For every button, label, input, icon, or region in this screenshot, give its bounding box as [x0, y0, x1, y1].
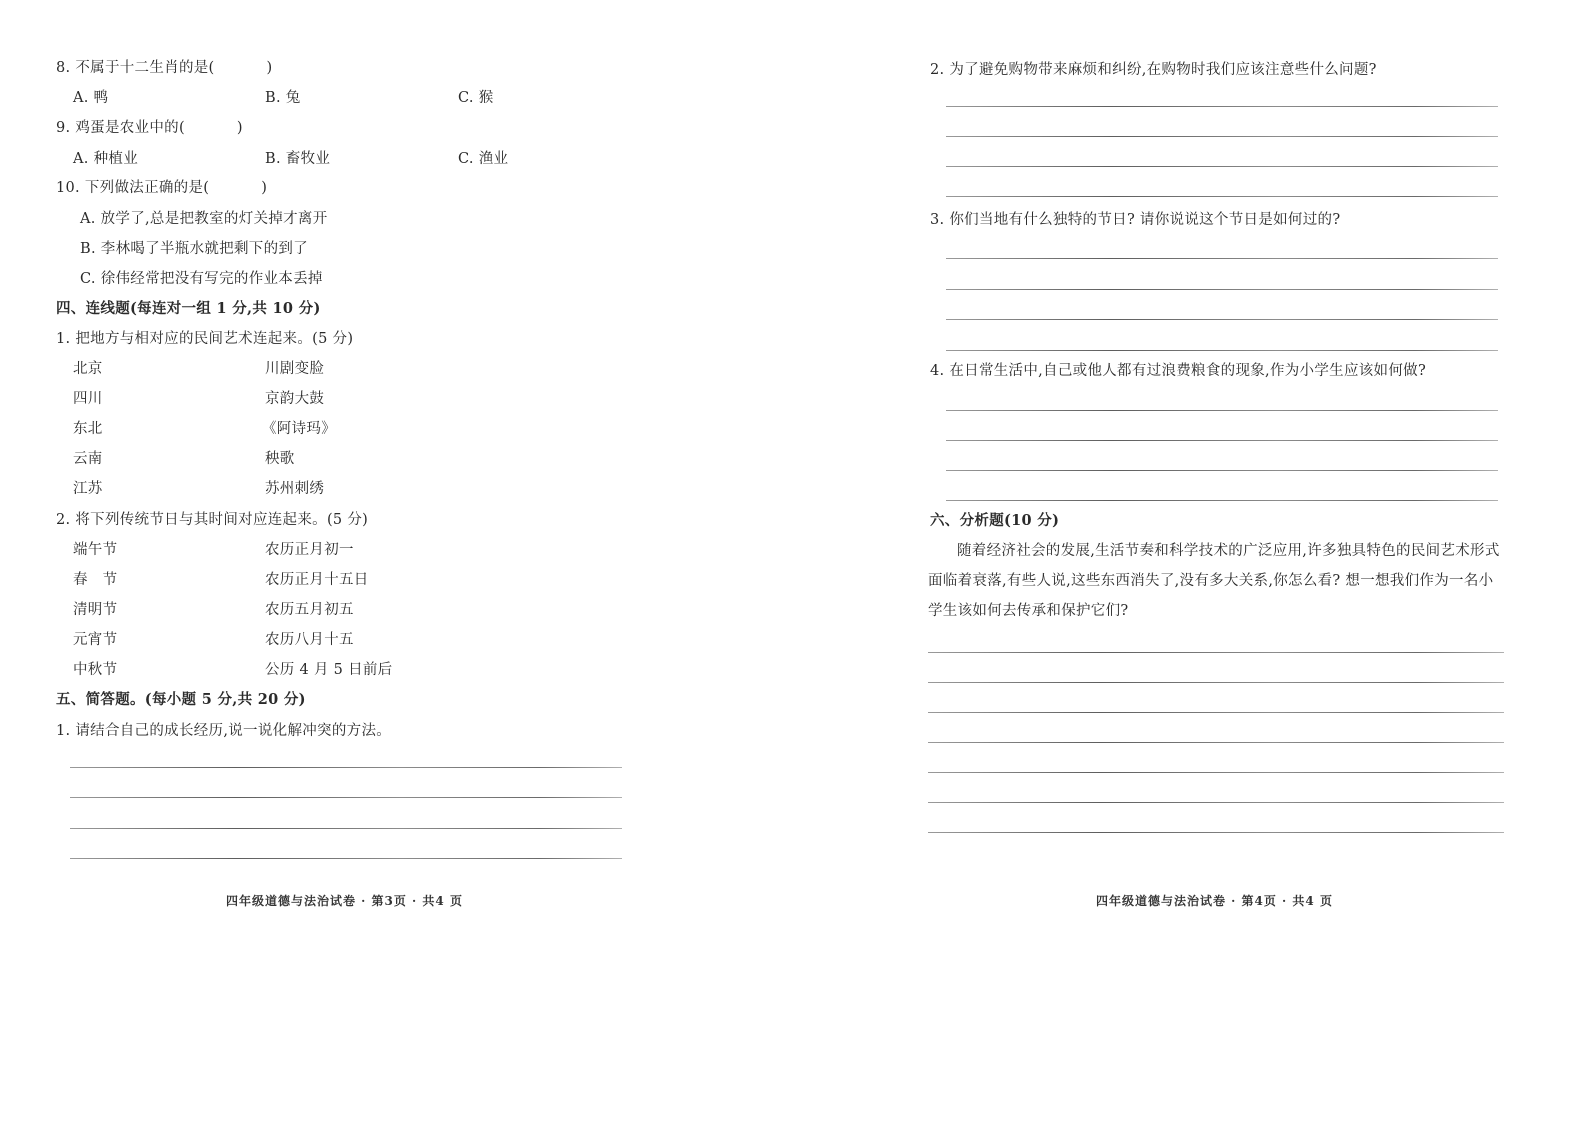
match-right-item[interactable]: 《阿诗玛》 [262, 421, 336, 437]
match-right-item[interactable]: 川剧变脸 [265, 361, 325, 377]
option-8b: B. 兔 [265, 90, 301, 106]
option-10a: A. 放学了,总是把教室的灯关掉才离开 [80, 211, 328, 227]
answer-line[interactable] [928, 802, 1504, 803]
match-right-item[interactable]: 农历五月初五 [265, 602, 354, 618]
match-right-item[interactable]: 农历正月初一 [265, 542, 354, 558]
match-right-item[interactable]: 苏州刺绣 [265, 481, 325, 497]
section-4-heading: 四、连线题(每连对一组 1 分,共 10 分) [56, 300, 321, 317]
match-right-item[interactable]: 京韵大鼓 [265, 391, 325, 407]
analysis-passage: 随着经济社会的发展,生活节奏和科学技术的广泛应用,许多独具特色的民间艺术形式面临着衰落,有些人说,这些东西消失了,没有多大关系,你怎么看? 想一想我们作为一名小学生该如何去传承和保护它们? [928, 543, 1500, 619]
answer-line[interactable] [946, 196, 1498, 197]
answer-line[interactable] [928, 712, 1504, 713]
match-left-item[interactable]: 东北 [73, 421, 103, 437]
answer-line[interactable] [928, 772, 1504, 773]
answer-line[interactable] [928, 742, 1504, 743]
short-answer-q2: 2. 为了避免购物带来麻烦和纠纷,在购物时我们应该注意些什么问题? [930, 62, 1377, 78]
option-8a: A. 鸭 [73, 90, 109, 106]
paren-close: ) [236, 120, 243, 136]
answer-line[interactable] [946, 319, 1498, 320]
paren-close: ) [266, 60, 273, 76]
answer-line[interactable] [70, 797, 622, 798]
option-9a: A. 种植业 [73, 151, 138, 167]
match-left-item[interactable]: 北京 [73, 361, 103, 377]
match-left-item[interactable]: 元宵节 [73, 632, 118, 648]
question-stem: 8. 不属于十二生肖的是( [56, 60, 215, 76]
match-left-item[interactable]: 清明节 [73, 602, 118, 618]
answer-line[interactable] [946, 500, 1498, 501]
match-right-item[interactable]: 农历正月十五日 [265, 572, 369, 588]
answer-line[interactable] [946, 470, 1498, 471]
answer-line[interactable] [946, 410, 1498, 411]
short-answer-q1: 1. 请结合自己的成长经历,说一说化解冲突的方法。 [56, 723, 392, 739]
matching-q1-prompt: 1. 把地方与相对应的民间艺术连起来。(5 分) [56, 331, 354, 347]
option-10b: B. 李林喝了半瓶水就把剩下的到了 [80, 241, 308, 257]
answer-line[interactable] [70, 828, 622, 829]
question-8 [56, 59, 272, 77]
answer-line[interactable] [946, 258, 1498, 259]
answer-line[interactable] [946, 440, 1498, 441]
section-5-heading: 五、简答题。(每小题 5 分,共 20 分) [56, 691, 306, 708]
answer-line[interactable] [946, 350, 1498, 351]
match-left-item[interactable]: 江苏 [73, 481, 103, 497]
short-answer-q4: 4. 在日常生活中,自己或他人都有过浪费粮食的现象,作为小学生应该如何做? [930, 363, 1427, 379]
match-left-item[interactable]: 云南 [73, 451, 103, 467]
question-9 [56, 119, 243, 137]
page-footer: 四年级道德与法治试卷 · 第3页 · 共4 页 [226, 894, 463, 908]
match-left-item[interactable]: 四川 [73, 391, 103, 407]
question-10 [56, 179, 267, 197]
answer-line[interactable] [928, 682, 1504, 683]
paren-close: ) [261, 180, 268, 196]
match-left-item[interactable]: 春 节 [73, 572, 118, 588]
option-9b: B. 畜牧业 [265, 151, 331, 167]
answer-line[interactable] [70, 767, 622, 768]
match-right-item[interactable]: 秧歌 [265, 451, 295, 467]
answer-line[interactable] [946, 289, 1498, 290]
match-right-item[interactable]: 农历八月十五 [265, 632, 354, 648]
answer-line[interactable] [928, 652, 1504, 653]
answer-line[interactable] [946, 136, 1498, 137]
section-6-heading: 六、分析题(10 分) [930, 512, 1060, 529]
matching-q2-prompt: 2. 将下列传统节日与其时间对应连起来。(5 分) [56, 512, 369, 528]
option-9c: C. 渔业 [458, 151, 509, 167]
match-left-item[interactable]: 端午节 [73, 542, 118, 558]
exam-page-4 [900, 0, 1587, 1122]
question-stem: 10. 下列做法正确的是( [56, 180, 210, 196]
short-answer-q3: 3. 你们当地有什么独特的节日? 请你说说这个节日是如何过的? [930, 212, 1341, 228]
page-footer: 四年级道德与法治试卷 · 第4页 · 共4 页 [1096, 894, 1333, 908]
option-10c: C. 徐伟经常把没有写完的作业本丢掉 [80, 271, 323, 287]
match-right-item[interactable]: 公历 4 月 5 日前后 [265, 662, 393, 678]
answer-line[interactable] [928, 832, 1504, 833]
answer-line[interactable] [946, 106, 1498, 107]
exam-page-3 [0, 0, 790, 1122]
answer-line[interactable] [70, 858, 622, 859]
answer-line[interactable] [946, 166, 1498, 167]
option-8c: C. 猴 [458, 90, 494, 106]
match-left-item[interactable]: 中秋节 [73, 662, 118, 678]
question-stem: 9. 鸡蛋是农业中的( [56, 120, 185, 136]
